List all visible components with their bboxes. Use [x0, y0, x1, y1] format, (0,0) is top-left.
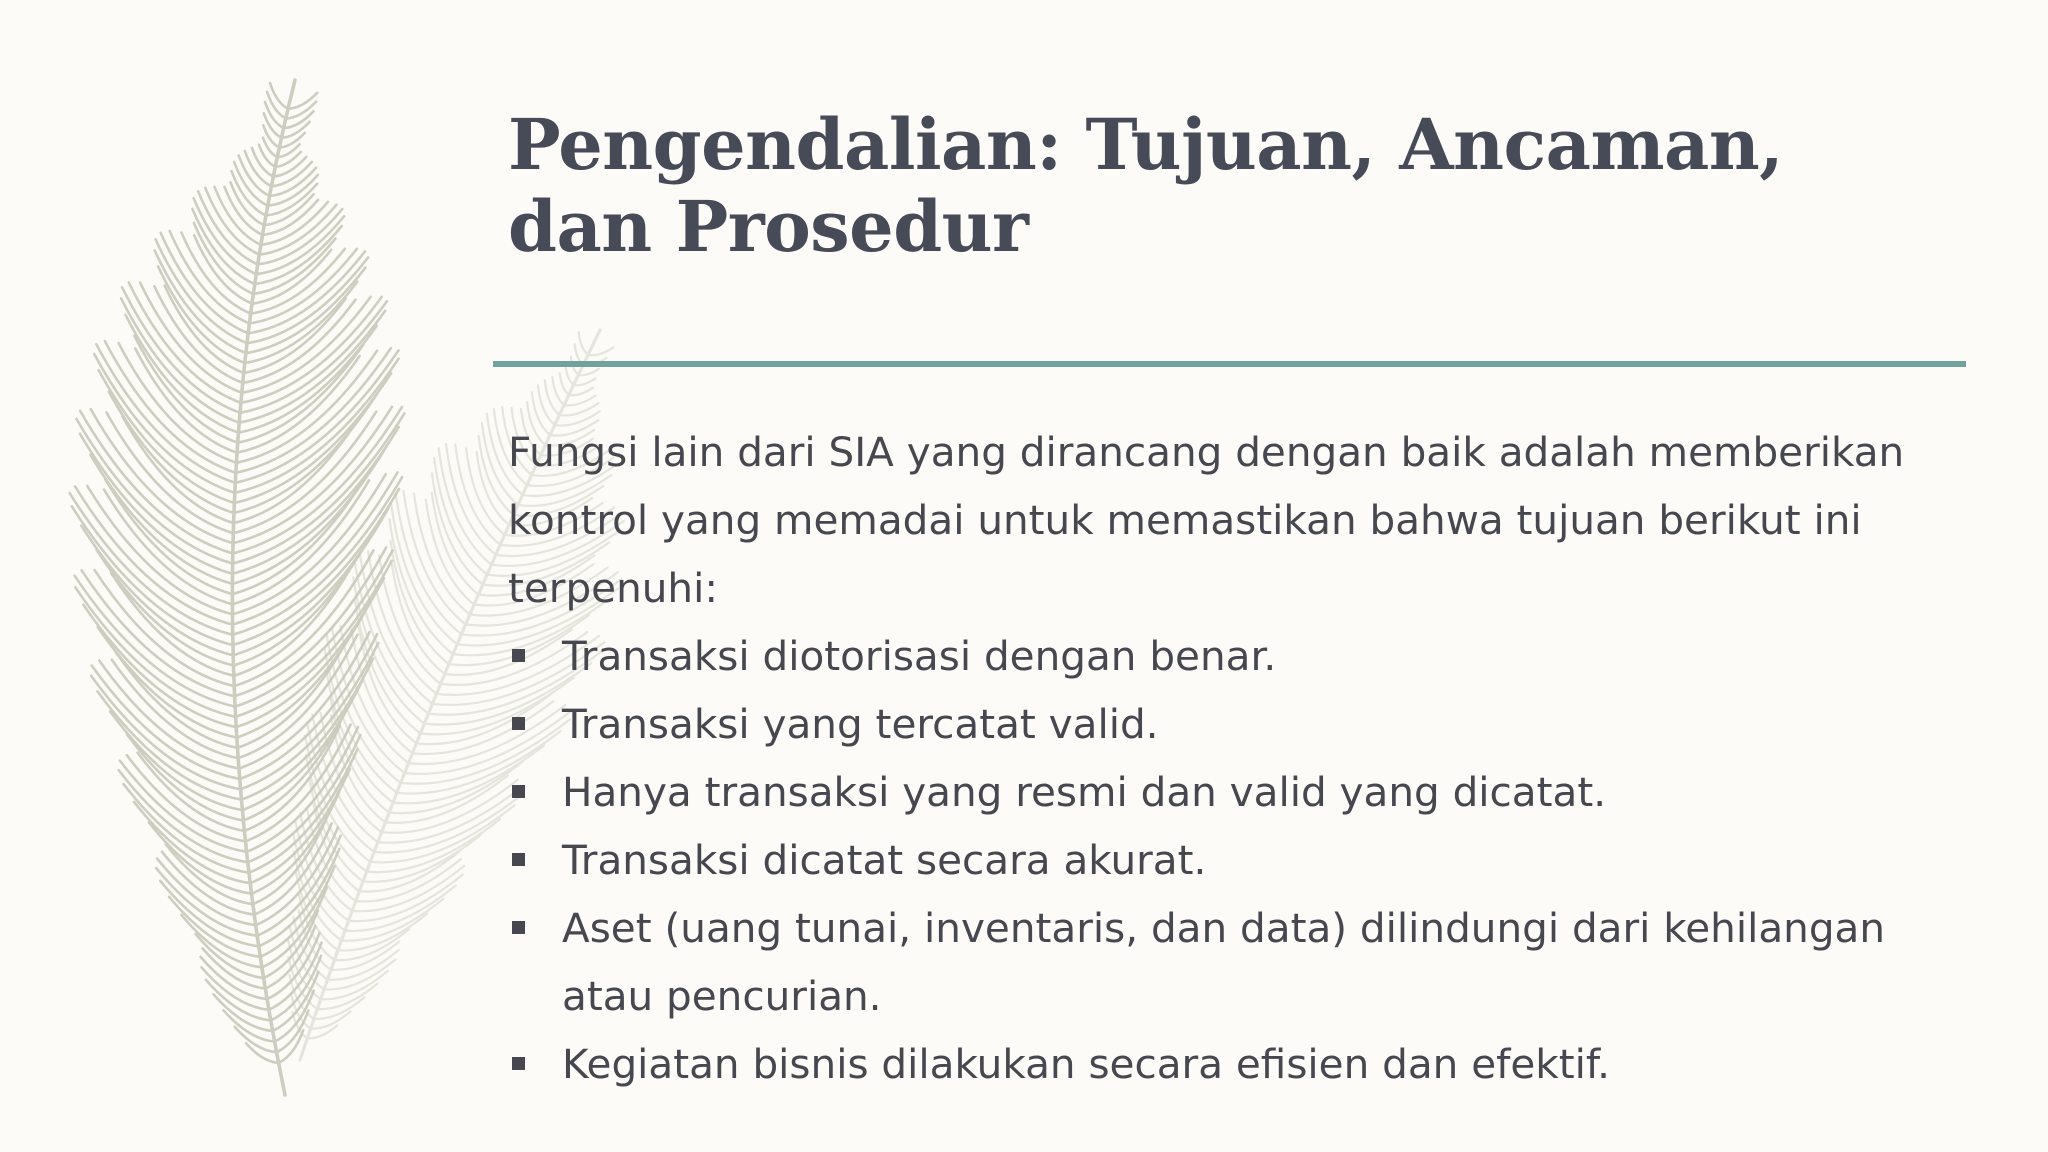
- list-item: [508, 894, 1948, 1030]
- square-bullet-icon: [512, 649, 525, 662]
- list-item: [508, 622, 1948, 690]
- square-bullet-icon: [512, 717, 525, 730]
- list-item-text: Kegiatan bisnis dilakukan secara efisien dan efektif.: [562, 1040, 1611, 1088]
- objectives-list: [508, 622, 1948, 1098]
- list-item: [508, 758, 1948, 826]
- list-item: [508, 1030, 1948, 1098]
- slide-body: [508, 418, 1948, 1098]
- list-item-text: Transaksi yang tercatat valid.: [562, 700, 1159, 748]
- square-bullet-icon: [512, 921, 525, 934]
- list-item: [508, 690, 1948, 758]
- title-divider: [493, 361, 1966, 367]
- list-item-text: Hanya transaksi yang resmi dan valid yang dicatat.: [562, 768, 1607, 816]
- list-item-text: Transaksi diotorisasi dengan benar.: [562, 632, 1277, 680]
- list-item: [508, 826, 1948, 894]
- slide-title: Pengendalian: Tujuan, Ancaman, dan Prosedur: [508, 103, 1784, 268]
- list-item-text: Transaksi dicatat secara akurat.: [562, 836, 1207, 884]
- intro-paragraph: Fungsi lain dari SIA yang dirancang dengan baik adalah memberikan kontrol yang memadai untuk memastikan bahwa tujuan berikut ini terpenuhi:: [508, 428, 1905, 612]
- list-item-text: Aset (uang tunai, inventaris, dan data) dilindungi dari kehilangan atau pencurian.: [562, 904, 1886, 1020]
- square-bullet-icon: [512, 1057, 525, 1070]
- square-bullet-icon: [512, 853, 525, 866]
- square-bullet-icon: [512, 785, 525, 798]
